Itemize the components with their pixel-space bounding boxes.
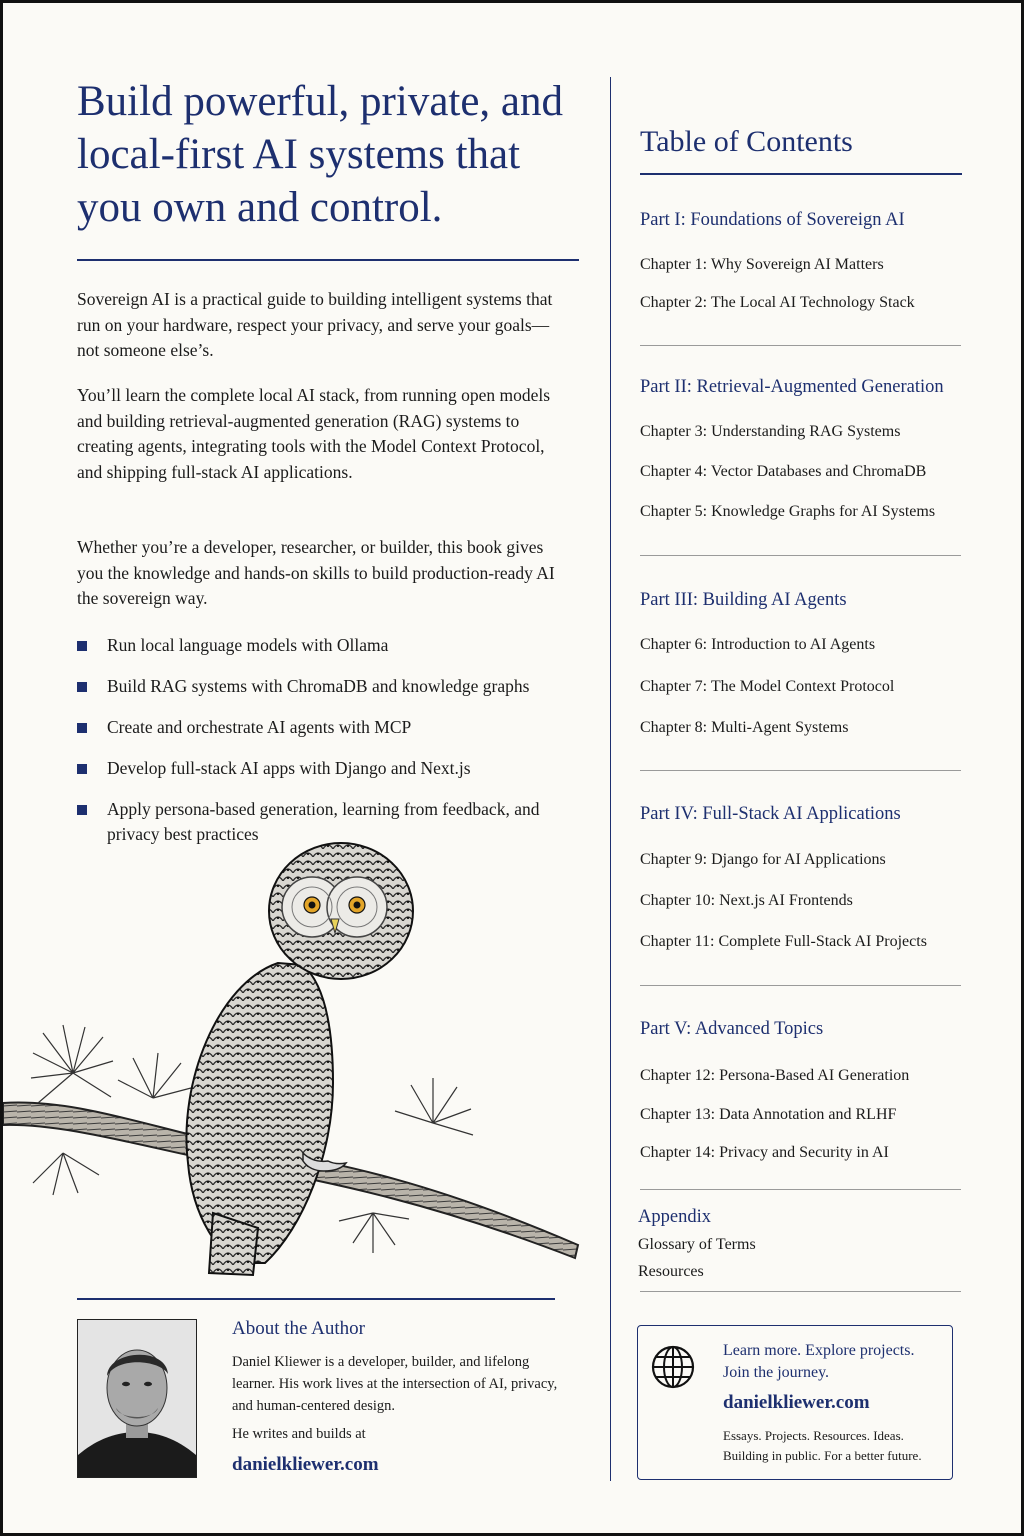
toc-chapter bbox=[640, 423, 900, 441]
toc-chapter bbox=[640, 1106, 896, 1124]
toc-part-2: Part II: Retrieval-Augmented Generation bbox=[640, 377, 944, 397]
toc-section-divider bbox=[640, 555, 961, 556]
toc-part-5: Part V: Advanced Topics bbox=[640, 1019, 824, 1039]
toc-chapter bbox=[640, 294, 915, 312]
headline: Build powerful, private, and local-first AI systems that you own and control. bbox=[77, 78, 564, 231]
chapter-name: The Local AI Technology Stack bbox=[710, 294, 915, 311]
cta-website-link[interactable]: danielkliewer.com bbox=[723, 1392, 870, 1413]
toc-title-divider bbox=[640, 173, 962, 175]
cta-lead: Learn more. Explore projects. Join the journey. bbox=[723, 1342, 915, 1381]
chapter-number: Chapter 14: bbox=[640, 1144, 716, 1161]
intro-paragraph-1: Sovereign AI is a practical guide to building intelligent systems that run on your hardware, respect your privacy, and serve your goals—not someone else’s. bbox=[77, 289, 553, 360]
chapter-number: Chapter 6: bbox=[640, 636, 708, 653]
toc-title: Table of Contents bbox=[640, 125, 853, 158]
toc-section-divider bbox=[640, 345, 961, 346]
chapter-number: Chapter 12: bbox=[640, 1067, 716, 1084]
chapter-number: Chapter 3: bbox=[640, 423, 708, 440]
owl-illustration bbox=[3, 833, 583, 1283]
toc-chapter bbox=[640, 503, 935, 521]
chapter-number: Chapter 9: bbox=[640, 851, 708, 868]
chapter-number: Chapter 4: bbox=[640, 463, 708, 480]
feature-item bbox=[77, 715, 577, 740]
author-portrait-icon bbox=[78, 1320, 196, 1477]
feature-item bbox=[77, 674, 577, 699]
chapter-name: Privacy and Security in AI bbox=[719, 1144, 889, 1161]
author-bio: Daniel Kliewer is a developer, builder, and lifelong learner. His work lives at the intersection of AI, privacy, and human-centered design. bbox=[232, 1354, 558, 1414]
pine-needles-right bbox=[339, 1078, 473, 1253]
chapter-number: Chapter 5: bbox=[640, 503, 708, 520]
author-writes-text: He writes and builds at bbox=[232, 1426, 366, 1442]
feature-list bbox=[77, 633, 577, 863]
toc-section-divider bbox=[640, 1189, 961, 1190]
column-divider bbox=[610, 77, 611, 1481]
author-divider bbox=[77, 1298, 555, 1300]
pine-needles-lower bbox=[33, 1153, 99, 1195]
toc-section-divider bbox=[640, 985, 961, 986]
chapter-number: Chapter 10: bbox=[640, 892, 716, 909]
intro-paragraph-2: You’ll learn the complete local AI stack, from running open models and building retrieval-augmented generation (RAG) systems to creating agents, integrating tools with the Model Context Protocol, and shipping full-stack AI applications. bbox=[77, 385, 551, 482]
toc-chapter bbox=[640, 1144, 889, 1162]
chapter-number: Chapter 13: bbox=[640, 1106, 716, 1123]
toc-chapter bbox=[640, 636, 875, 654]
toc-chapter bbox=[640, 892, 853, 910]
intro-paragraph-3: Whether you’re a developer, researcher, or builder, this book gives you the knowledge and hands-on skills to build production-ready AI the sovereign way. bbox=[77, 537, 555, 608]
feature-text: Build RAG systems with ChromaDB and knowledge graphs bbox=[107, 676, 530, 696]
chapter-name: Persona-Based AI Generation bbox=[719, 1067, 910, 1084]
toc-section-divider bbox=[640, 770, 961, 771]
bullet-square-icon bbox=[77, 723, 87, 733]
author-website-link[interactable]: danielkliewer.com bbox=[232, 1454, 379, 1475]
feature-item bbox=[77, 633, 577, 658]
chapter-name: Why Sovereign AI Matters bbox=[710, 256, 884, 273]
feature-text: Apply persona-based generation, learning from feedback, and privacy best practices bbox=[107, 799, 540, 844]
bullet-square-icon bbox=[77, 805, 87, 815]
toc-appendix-item: Resources bbox=[638, 1263, 704, 1280]
feature-text: Develop full-stack AI apps with Django and Next.js bbox=[107, 758, 471, 778]
chapter-name: Multi-Agent Systems bbox=[711, 719, 849, 736]
feature-text: Create and orchestrate AI agents with MCP bbox=[107, 717, 412, 737]
chapter-name: Introduction to AI Agents bbox=[711, 636, 876, 653]
pine-needles-left bbox=[31, 1025, 113, 1103]
author-heading: About the Author bbox=[232, 1318, 365, 1339]
toc-part-4: Part IV: Full-Stack AI Applications bbox=[640, 804, 901, 824]
cta-tagline: Essays. Projects. Resources. Ideas. Building in public. For a better future. bbox=[723, 1428, 922, 1463]
chapter-number: Chapter 2: bbox=[640, 294, 708, 311]
chapter-number: Chapter 8: bbox=[640, 719, 708, 736]
owl-body bbox=[186, 963, 333, 1263]
chapter-name: Complete Full-Stack AI Projects bbox=[718, 933, 927, 950]
bullet-square-icon bbox=[77, 682, 87, 692]
toc-chapter bbox=[640, 1067, 909, 1085]
chapter-name: Data Annotation and RLHF bbox=[719, 1106, 897, 1123]
toc-part-1: Part I: Foundations of Sovereign AI bbox=[640, 210, 905, 230]
feature-item bbox=[77, 756, 577, 781]
chapter-name: Vector Databases and ChromaDB bbox=[710, 463, 927, 480]
bullet-square-icon bbox=[77, 764, 87, 774]
chapter-number: Chapter 7: bbox=[640, 678, 708, 695]
chapter-name: Understanding RAG Systems bbox=[711, 423, 901, 440]
author-photo bbox=[77, 1319, 197, 1478]
chapter-name: The Model Context Protocol bbox=[710, 678, 895, 695]
toc-appendix: Appendix bbox=[638, 1207, 711, 1227]
toc-chapter bbox=[640, 256, 884, 274]
headline-divider bbox=[77, 259, 579, 261]
toc-appendix-item: Glossary of Terms bbox=[638, 1236, 756, 1253]
chapter-name: Knowledge Graphs for AI Systems bbox=[711, 503, 936, 520]
chapter-name: Next.js AI Frontends bbox=[719, 892, 853, 909]
chapter-number: Chapter 1: bbox=[640, 256, 708, 273]
globe-icon bbox=[650, 1344, 696, 1390]
toc-chapter bbox=[640, 851, 886, 869]
cta-box bbox=[637, 1325, 953, 1480]
toc-chapter bbox=[640, 719, 848, 737]
toc-chapter bbox=[640, 933, 927, 951]
toc-section-divider bbox=[640, 1291, 961, 1292]
chapter-name: Django for AI Applications bbox=[711, 851, 886, 868]
toc-chapter bbox=[640, 463, 926, 481]
pine-needles-mid bbox=[118, 1053, 191, 1098]
bullet-square-icon bbox=[77, 641, 87, 651]
feature-text: Run local language models with Ollama bbox=[107, 635, 389, 655]
toc-part-3: Part III: Building AI Agents bbox=[640, 590, 847, 610]
toc-chapter bbox=[640, 678, 894, 696]
chapter-number: Chapter 11: bbox=[640, 933, 715, 950]
